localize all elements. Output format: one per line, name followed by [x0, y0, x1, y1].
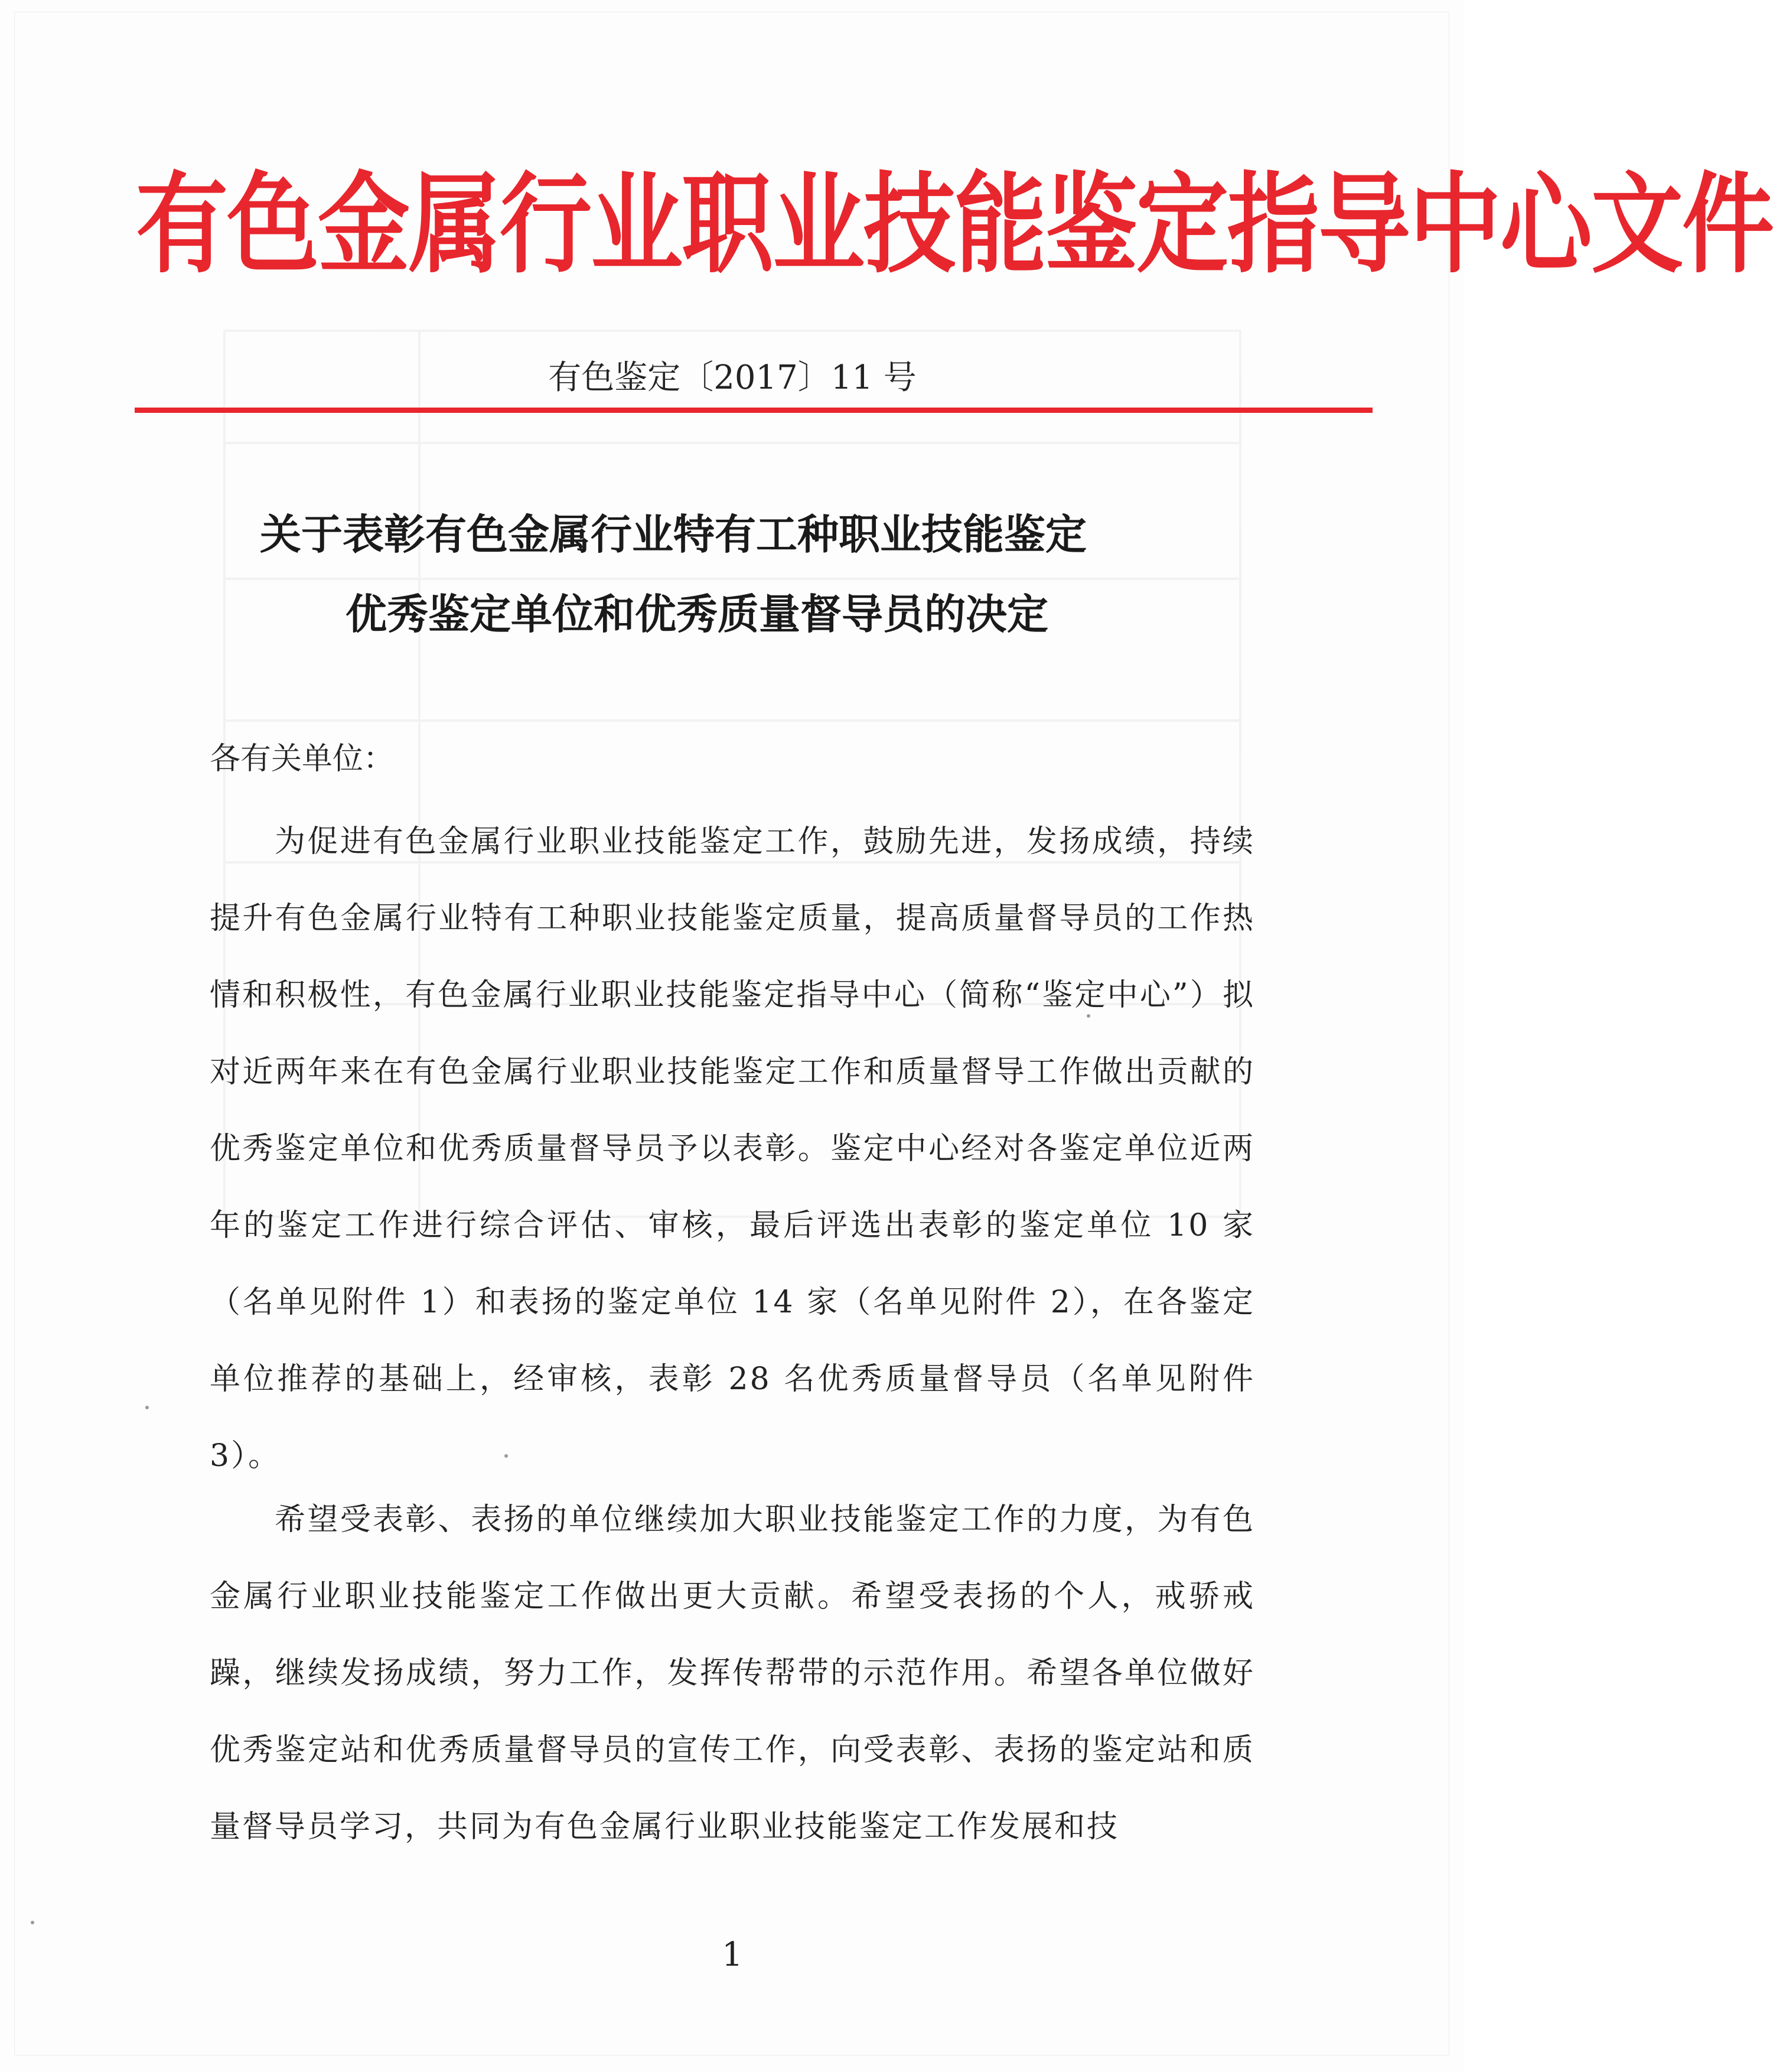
salutation: 各有关单位：	[210, 741, 395, 777]
document-title-line-1: 关于表彰有色金属行业特有工种职业技能鉴定	[260, 510, 1087, 559]
body-paragraph: 希望受表彰、表扬的单位继续加大职业技能鉴定工作的力度，为有色金属行业职业技能鉴定工作做出更大贡献。希望受表扬的个人，戒骄戒躁，继续发扬成绩，努力工作，发挥传帮带的示范作用。希望各单位做好优秀鉴定站和优秀质量督导员的宣传工作，向受表彰、表扬的鉴定站和质量督导员学习，共同为有色金属行业职业技能鉴定工作发展和技	[210, 1502, 1255, 1845]
scan-speck	[31, 1921, 34, 1924]
document-title-line-2: 优秀鉴定单位和优秀质量督导员的决定	[346, 589, 1048, 638]
scan-speck	[145, 1406, 149, 1409]
scan-speck	[504, 1454, 508, 1458]
page-number: 1	[722, 1936, 743, 1974]
red-header-rule	[135, 408, 1373, 413]
issuer-header-title: 有色金属行业职业技能鉴定指导中心文件	[136, 160, 1773, 288]
scan-speck	[1087, 1014, 1090, 1018]
body-paragraph: 为促进有色金属行业职业技能鉴定工作，鼓励先进，发扬成绩，持续提升有色金属行业特有工种职业技能鉴定质量，提高质量督导员的工作热情和积极性，有色金属行业职业技能鉴定指导中心（简称“鉴定中心”）拟对近两年来在有色金属行业职业技能鉴定工作和质量督导工作做出贡献的优秀鉴定单位和优秀质量督导员予以表彰。鉴定中心经对各鉴定单位近两年的鉴定工作进行综合评估、审核，最后评选出表彰的鉴定单位 10 家（名单见附件 1）和表扬的鉴定单位 14 家（名单见附件 2），在各鉴定单位推荐的基础上，经审核，表彰 28 名优秀质量督导员（名单见附件 3）。	[210, 824, 1255, 1474]
document-number: 有色鉴定〔2017〕11 号	[548, 359, 917, 397]
